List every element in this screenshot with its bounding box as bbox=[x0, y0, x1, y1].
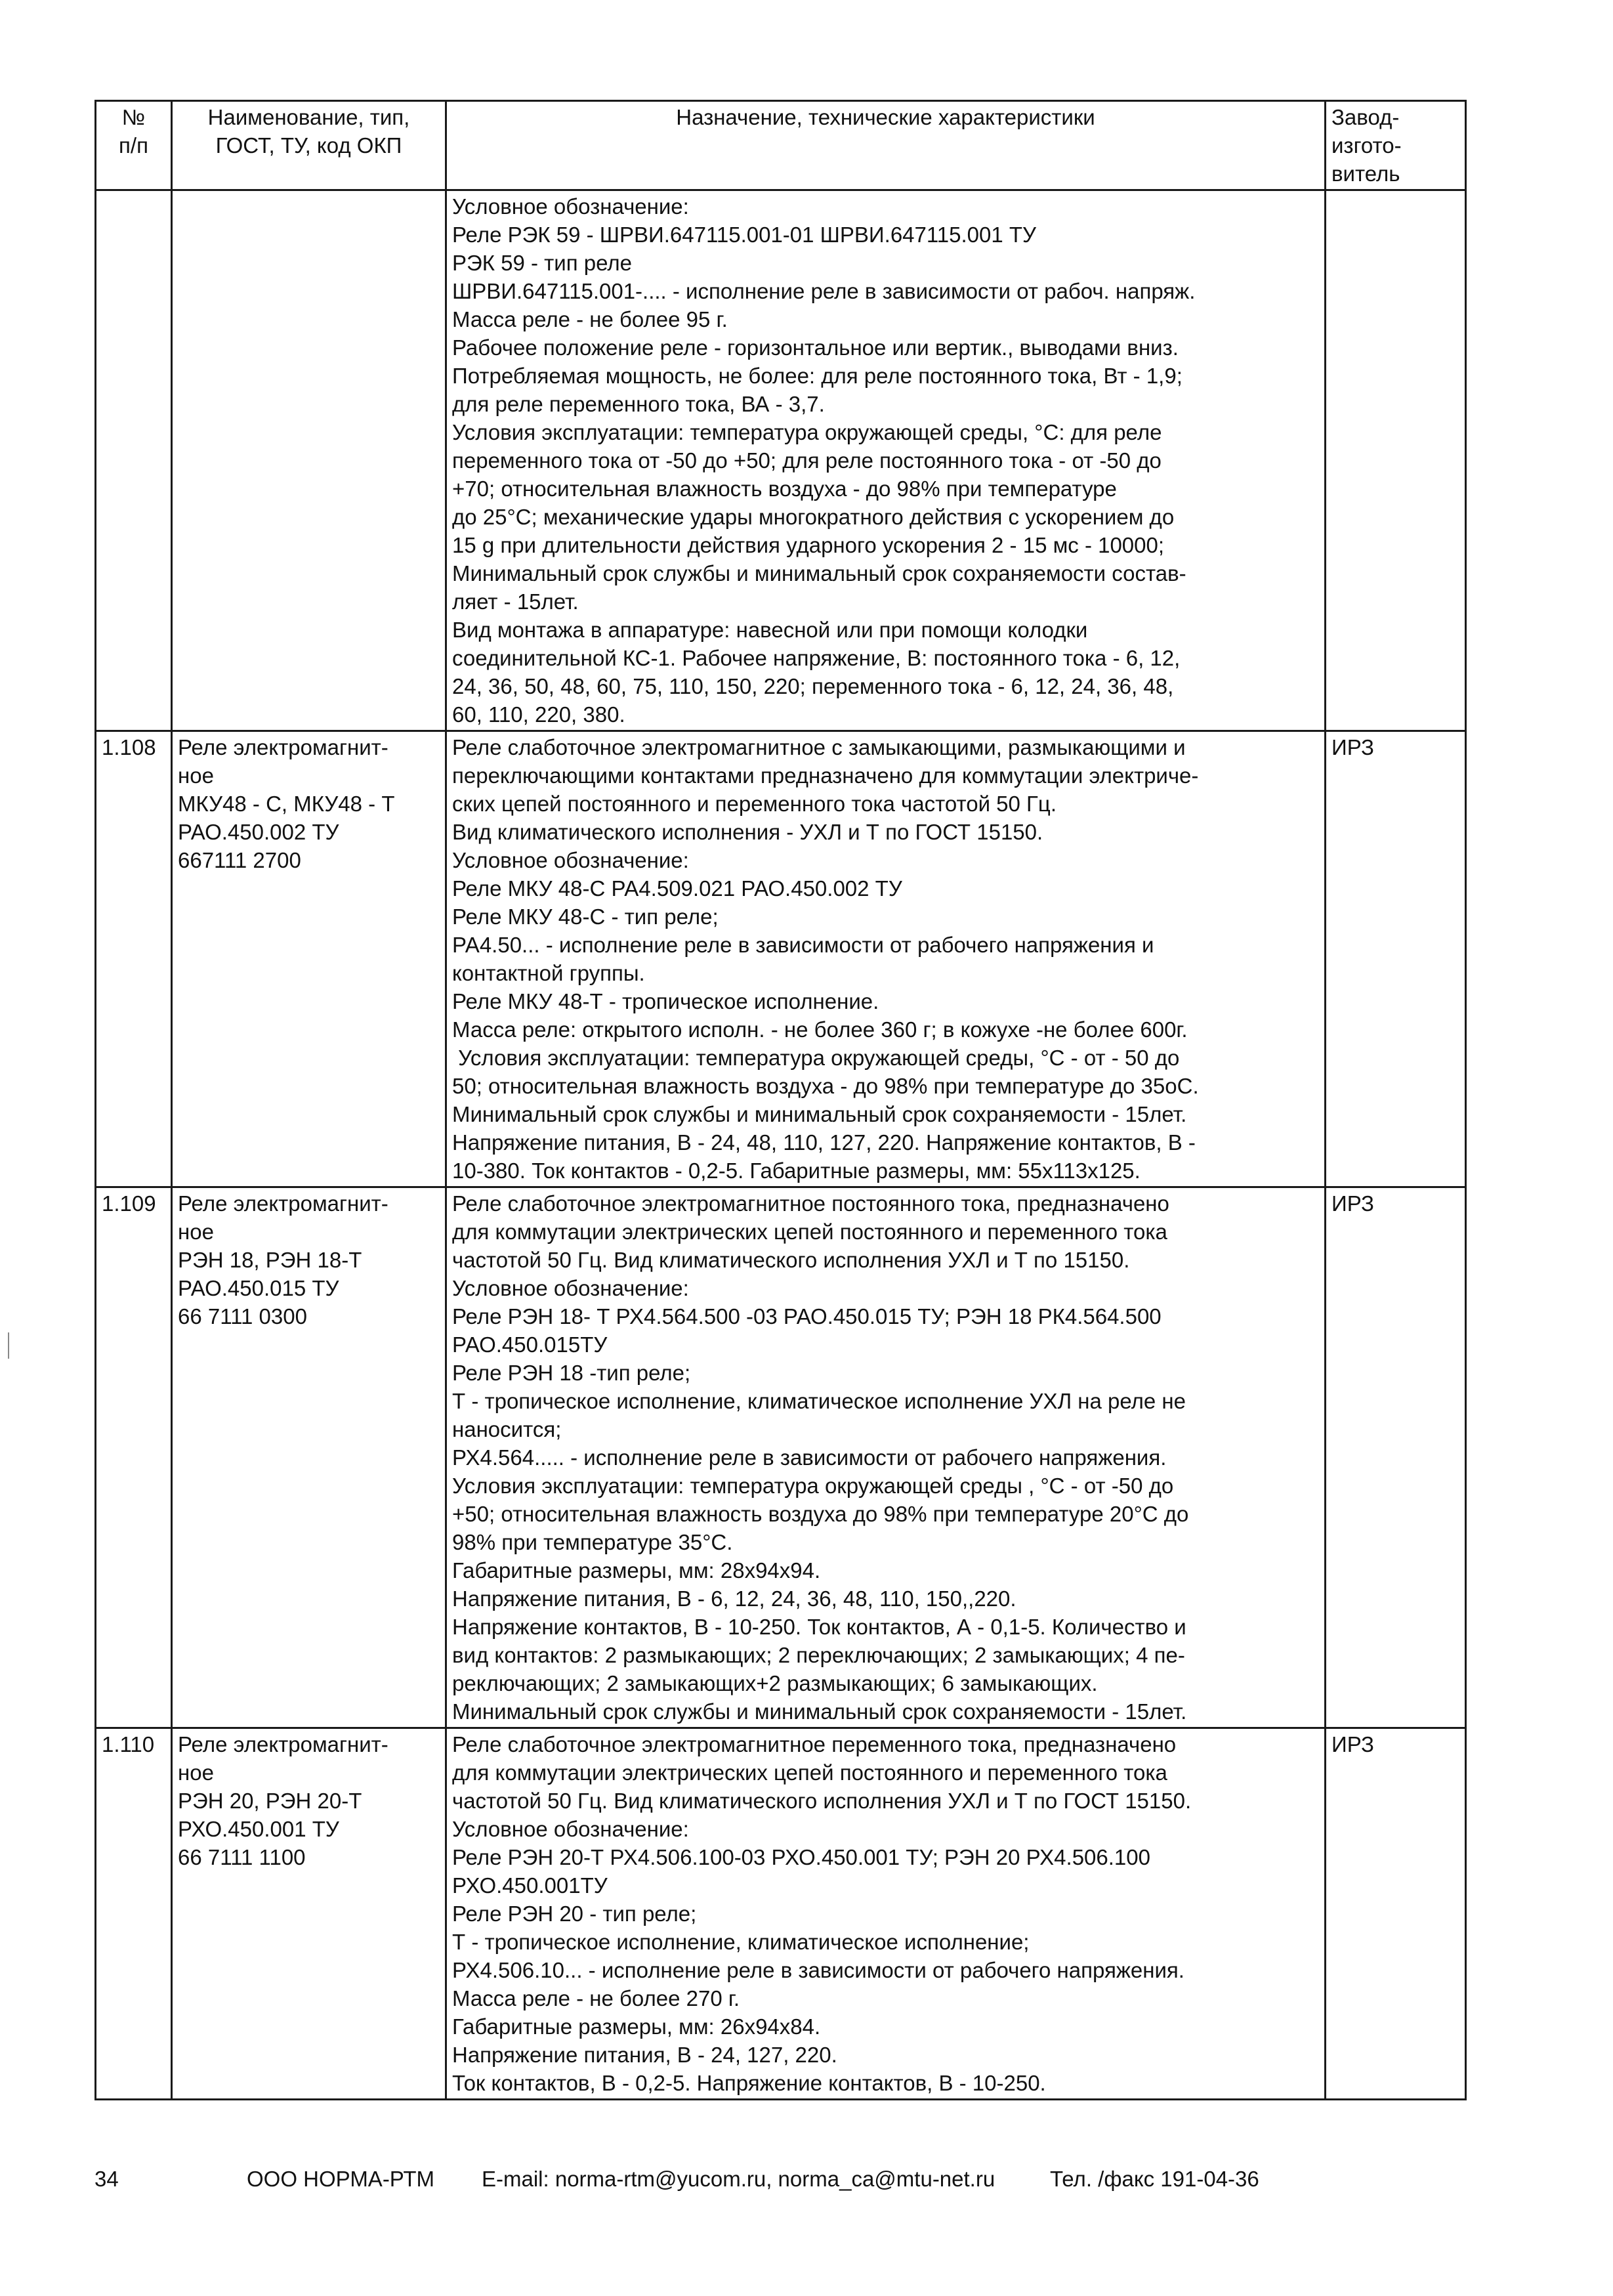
row-maker-text: ИРЗ bbox=[1331, 735, 1374, 759]
row-name bbox=[172, 731, 446, 1187]
table-row bbox=[96, 1187, 1466, 1728]
row-number-text: 1.110 bbox=[102, 1732, 155, 1756]
row-purpose-line: Реле МКУ 48-Т - тропическое исполнение. bbox=[452, 989, 879, 1013]
row-purpose-line: Условное обозначение: bbox=[452, 194, 689, 219]
row-purpose-line: РАО.450.015ТУ bbox=[452, 1332, 608, 1357]
row-name-line: 667111 2700 bbox=[178, 848, 301, 872]
row-maker bbox=[1326, 1728, 1466, 2100]
header-name: Наименование, тип, ГОСТ, ТУ, код ОКП bbox=[172, 101, 446, 190]
row-name-line: РХО.450.001 ТУ bbox=[178, 1817, 339, 1841]
header-maker: Завод- изгото- витель bbox=[1326, 101, 1466, 190]
header-num: № п/п bbox=[96, 101, 172, 190]
row-purpose-line: вид контактов: 2 размыкающих; 2 переключающих; 2 замыкающих; 4 пе- bbox=[452, 1643, 1185, 1667]
row-name-line: 66 7111 0300 bbox=[178, 1304, 307, 1329]
row-name-line: Реле электромагнит- bbox=[178, 735, 388, 759]
row-name-line: МКУ48 - С, МКУ48 - Т bbox=[178, 792, 395, 816]
row-name-line: РЭН 20, РЭН 20-Т bbox=[178, 1789, 362, 1813]
row-purpose-line: частотой 50 Гц. Вид климатического исполнения УХЛ и Т по 15150. bbox=[452, 1248, 1130, 1272]
row-purpose-line: соединительной КС-1. Рабочее напряжение, В: постоянного тока - 6, 12, bbox=[452, 646, 1181, 670]
row-purpose-line: 15 g при длительности действия ударного ускорения 2 - 15 мс - 10000; bbox=[452, 533, 1165, 557]
scan-artifact bbox=[8, 1332, 9, 1359]
row-purpose-line: Условия эксплуатации: температура окружающей среды, °С: для реле bbox=[452, 420, 1162, 444]
row-purpose-line: РХ4.506.10... - исполнение реле в зависимости от рабочего напряжения. bbox=[452, 1958, 1184, 1982]
row-purpose-line: до 25°С; механические удары многократного действия с ускорением до bbox=[452, 505, 1175, 529]
row-purpose-line: 24, 36, 50, 48, 60, 75, 110, 150, 220; переменного тока - 6, 12, 24, 36, 48, bbox=[452, 674, 1174, 698]
row-maker-text: ИРЗ bbox=[1331, 1191, 1374, 1216]
row-name-line: РЭН 18, РЭН 18-Т bbox=[178, 1248, 362, 1272]
row-purpose-line: Реле РЭН 20-Т РХ4.506.100-03 РХО.450.001 ТУ; РЭН 20 РХ4.506.100 bbox=[452, 1845, 1150, 1869]
row-purpose-line: Рабочее положение реле - горизонтальное или вертик., выводами вниз. bbox=[452, 335, 1179, 360]
row-purpose bbox=[446, 1728, 1326, 2100]
spec-table bbox=[94, 100, 1467, 2100]
row-number-text: 1.109 bbox=[102, 1191, 156, 1216]
row-purpose-line: Вид монтажа в аппаратуре: навесной или при помощи колодки bbox=[452, 618, 1088, 642]
row-purpose-line: контактной группы. bbox=[452, 961, 645, 985]
row-purpose-line: ШРВИ.647115.001-.... - исполнение реле в зависимости от рабоч. напряж. bbox=[452, 279, 1196, 303]
row-name bbox=[172, 1187, 446, 1728]
table-row bbox=[96, 731, 1466, 1187]
row-number bbox=[96, 190, 172, 731]
row-purpose-line: Условное обозначение: bbox=[452, 848, 689, 872]
row-purpose-line: Реле РЭН 18 -тип реле; bbox=[452, 1361, 691, 1385]
row-purpose-line: Реле МКУ 48-С РА4.509.021 РАО.450.002 ТУ bbox=[452, 876, 902, 901]
row-purpose-line: для коммутации электрических цепей постоянного и переменного тока bbox=[452, 1220, 1167, 1244]
row-purpose-line: Условное обозначение: bbox=[452, 1817, 689, 1841]
row-purpose-line: Минимальный срок службы и минимальный срок сохраняемости - 15лет. bbox=[452, 1699, 1187, 1724]
row-name-line: РАО.450.002 ТУ bbox=[178, 820, 339, 844]
row-number bbox=[96, 1187, 172, 1728]
row-purpose-line: Т - тропическое исполнение, климатическое исполнение; bbox=[452, 1930, 1030, 1954]
table-header-row bbox=[96, 101, 1466, 190]
page-footer bbox=[94, 2166, 1473, 2192]
row-purpose-line: Масса реле: открытого исполн. - не более 360 г; в кожухе -не более 600г. bbox=[452, 1017, 1188, 1042]
row-name-line: 66 7111 1100 bbox=[178, 1845, 306, 1869]
row-purpose-line: ских цепей постоянного и переменного тока частотой 50 Гц. bbox=[452, 792, 1057, 816]
row-name bbox=[172, 190, 446, 731]
row-maker bbox=[1326, 190, 1466, 731]
row-purpose-line: Потребляемая мощность, не более: для реле постоянного тока, Вт - 1,9; bbox=[452, 364, 1183, 388]
footer-phone: Тел. /факс 191-04-36 bbox=[1050, 2167, 1259, 2191]
row-name-line: РАО.450.015 ТУ bbox=[178, 1276, 339, 1300]
footer-email: E-mail: norma-rtm@yucom.ru, norma_ca@mtu-net.ru bbox=[482, 2167, 995, 2191]
row-purpose-line: Реле слаботочное электромагнитное постоянного тока, предназначено bbox=[452, 1191, 1169, 1216]
row-number-text: 1.108 bbox=[102, 735, 156, 759]
table-row bbox=[96, 1728, 1466, 2100]
row-purpose-line: Реле РЭН 20 - тип реле; bbox=[452, 1902, 697, 1926]
row-purpose-line: для коммутации электрических цепей постоянного и переменного тока bbox=[452, 1760, 1167, 1785]
row-maker-text: ИРЗ bbox=[1331, 1732, 1374, 1756]
row-purpose-line: наносится; bbox=[452, 1417, 562, 1441]
row-purpose-line: 60, 110, 220, 380. bbox=[452, 702, 625, 727]
row-purpose-line: ляет - 15лет. bbox=[452, 589, 579, 614]
row-purpose-line: Условия эксплуатации: температура окружающей среды , °С - от -50 до bbox=[452, 1474, 1174, 1498]
row-name-line: ное bbox=[178, 1760, 214, 1785]
row-number bbox=[96, 1728, 172, 2100]
row-purpose-line: РЭК 59 - тип реле bbox=[452, 251, 632, 275]
row-purpose-line: частотой 50 Гц. Вид климатического исполнения УХЛ и Т по ГОСТ 15150. bbox=[452, 1789, 1192, 1813]
row-purpose-line: Условия эксплуатации: температура окружающей среды, °С - от - 50 до bbox=[452, 1046, 1180, 1070]
row-purpose-line: Габаритные размеры, мм: 26х94х84. bbox=[452, 2014, 821, 2039]
row-name-line: ное bbox=[178, 1220, 214, 1244]
row-purpose-line: Напряжение питания, В - 24, 127, 220. bbox=[452, 2043, 837, 2067]
row-purpose-line: Габаритные размеры, мм: 28х94х94. bbox=[452, 1558, 821, 1583]
row-purpose-line: Вид климатического исполнения - УХЛ и Т по ГОСТ 15150. bbox=[452, 820, 1043, 844]
row-purpose-line: РА4.50... - исполнение реле в зависимости от рабочего напряжения и bbox=[452, 933, 1154, 957]
row-purpose-line: Напряжение питания, В - 6, 12, 24, 36, 48, 110, 150,,220. bbox=[452, 1586, 1016, 1611]
row-name-line: Реле электромагнит- bbox=[178, 1732, 388, 1756]
row-purpose-line: переменного тока от -50 до +50; для реле постоянного тока - от -50 до bbox=[452, 448, 1162, 473]
row-purpose-line: Ток контактов, В - 0,2-5. Напряжение контактов, В - 10-250. bbox=[452, 2071, 1046, 2095]
row-purpose-line: РХ4.564..... - исполнение реле в зависимости от рабочего напряжения. bbox=[452, 1445, 1167, 1470]
row-purpose-line: Реле РЭН 18- Т РХ4.564.500 -03 РАО.450.015 ТУ; РЭН 18 РК4.564.500 bbox=[452, 1304, 1162, 1329]
footer-company: ООО НОРМА-РТМ bbox=[247, 2167, 434, 2191]
row-purpose-line: 98% при температуре 35°С. bbox=[452, 1530, 733, 1554]
row-name bbox=[172, 1728, 446, 2100]
row-name-line: ное bbox=[178, 763, 214, 788]
header-purpose: Назначение, технические характеристики bbox=[446, 101, 1326, 190]
row-purpose-line: РХО.450.001ТУ bbox=[452, 1873, 608, 1898]
row-purpose-line: Реле МКУ 48-С - тип реле; bbox=[452, 904, 719, 929]
row-purpose-line: Т - тропическое исполнение, климатическое исполнение УХЛ на реле не bbox=[452, 1389, 1186, 1413]
row-purpose-line: Масса реле - не более 95 г. bbox=[452, 307, 728, 331]
row-purpose-line: +70; относительная влажность воздуха - до 98% при температуре bbox=[452, 477, 1117, 501]
row-purpose bbox=[446, 1187, 1326, 1728]
row-purpose-line: Минимальный срок службы и минимальный срок сохраняемости - 15лет. bbox=[452, 1102, 1187, 1126]
row-purpose-line: Условное обозначение: bbox=[452, 1276, 689, 1300]
row-purpose-line: +50; относительная влажность воздуха до 98% при температуре 20°С до bbox=[452, 1502, 1189, 1526]
row-purpose-line: переключающими контактами предназначено для коммутации электриче- bbox=[452, 763, 1199, 788]
table-row bbox=[96, 190, 1466, 731]
row-purpose-line: Масса реле - не более 270 г. bbox=[452, 1986, 740, 2010]
row-purpose-line: Реле слаботочное электромагнитное переменного тока, предназначено bbox=[452, 1732, 1177, 1756]
row-purpose-line: 50; относительная влажность воздуха - до 98% при температуре до 35оС. bbox=[452, 1074, 1199, 1098]
row-purpose bbox=[446, 190, 1326, 731]
row-purpose-line: реключающих; 2 замыкающих+2 размыкающих; 6 замыкающих. bbox=[452, 1671, 1098, 1695]
row-purpose-line: Напряжение питания, В - 24, 48, 110, 127, 220. Напряжение контактов, В - bbox=[452, 1130, 1196, 1155]
row-purpose-line: для реле переменного тока, ВА - 3,7. bbox=[452, 392, 825, 416]
row-maker bbox=[1326, 1187, 1466, 1728]
row-maker bbox=[1326, 731, 1466, 1187]
page-number: 34 bbox=[94, 2167, 119, 2191]
row-number bbox=[96, 731, 172, 1187]
row-purpose bbox=[446, 731, 1326, 1187]
row-purpose-line: 10-380. Ток контактов - 0,2-5. Габаритные размеры, мм: 55х113х125. bbox=[452, 1159, 1141, 1183]
row-purpose-line: Напряжение контактов, В - 10-250. Ток контактов, А - 0,1-5. Количество и bbox=[452, 1615, 1186, 1639]
row-purpose-line: Минимальный срок службы и минимальный срок сохраняемости состав- bbox=[452, 561, 1186, 585]
row-purpose-line: Реле РЭК 59 - ШРВИ.647115.001-01 ШРВИ.647115.001 ТУ bbox=[452, 223, 1037, 247]
row-name-line: Реле электромагнит- bbox=[178, 1191, 388, 1216]
row-purpose-line: Реле слаботочное электромагнитное с замыкающими, размыкающими и bbox=[452, 735, 1186, 759]
